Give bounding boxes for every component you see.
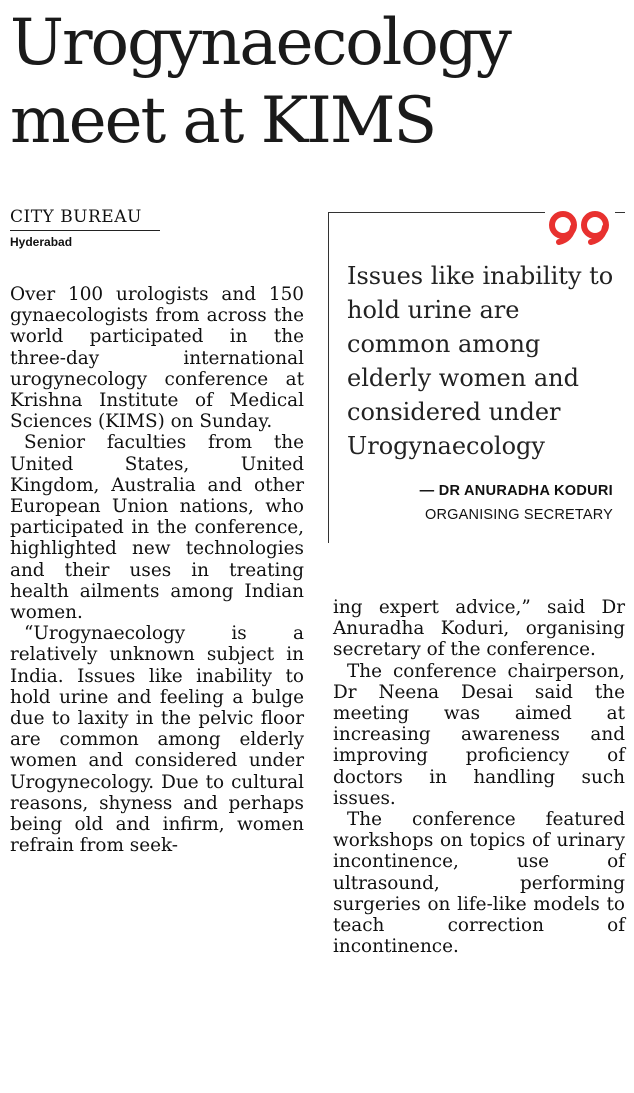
- pull-quote-text: Issues like inability to hold urine are common among elderly women and considered under Urogynaecology: [347, 262, 614, 460]
- attribution-role: ORGANISING SECRETARY: [425, 507, 613, 523]
- byline: [10, 206, 160, 249]
- attribution-name: — DR ANURADHA KODURI: [419, 483, 613, 499]
- pull-quote-attribution: [420, 483, 613, 523]
- paragraph-continuation: ing expert advice,” said Dr Anuradha Koduri, organising secretary of the conference.: [333, 597, 625, 661]
- dateline: Hyderabad: [10, 235, 73, 249]
- pull-quote-box: [328, 212, 625, 543]
- paragraph-quote: “Urogynaecology is a relatively unknown subject in India. Issues like inability to hold urine and feeling a bulge due to laxity in the pelvic floor are common among elderly women and considered under Urogynecology. Due to cultural reasons, shyness and perhaps being old and infirm, women refrain from seek-: [10, 623, 304, 857]
- paragraph-workshops: The conference featured workshops on topics of urinary incontinence, use of ultrasound, performing surgeries on life-like models to teach correction of incontinence.: [333, 809, 625, 958]
- headline-line-1: Urogynaecology: [10, 6, 510, 80]
- article-column-left: [10, 284, 304, 856]
- article-column-right: [333, 597, 625, 957]
- double-quote-icon: [545, 205, 615, 245]
- headline-line-2: meet at KIMS: [10, 84, 436, 158]
- bureau-name: CITY BUREAU: [10, 206, 160, 231]
- headline: [10, 4, 510, 160]
- paragraph-faculties: Senior faculties from the United States, United Kingdom, Australia and other European Union nations, who participated in the conference, highlighted new technologies and their uses in treating health ailments among Indian women.: [10, 432, 304, 624]
- paragraph-chairperson: The conference chairperson, Dr Neena Desai said the meeting was aimed at increasing awareness and improving proficiency of doctors in handling such issues.: [333, 660, 625, 809]
- paragraph-intro: Over 100 urologists and 150 gynaecologists from across the world participated in the three-day international urogynecology conference at Krishna Institute of Medical Sciences (KIMS) on Sunday.: [10, 284, 304, 433]
